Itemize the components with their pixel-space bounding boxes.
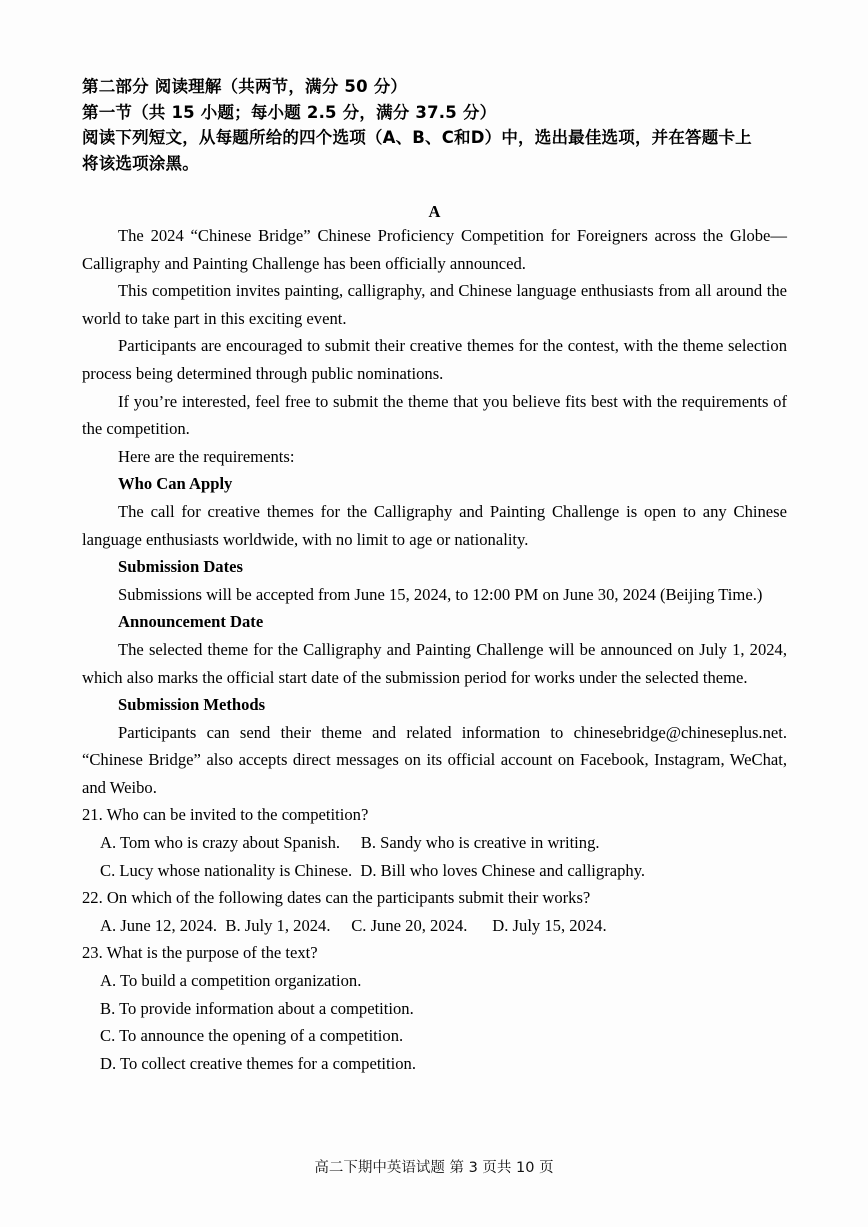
option-row xyxy=(82,829,787,857)
option-row xyxy=(82,995,787,1023)
option-choice[interactable]: C. June 20, 2024. xyxy=(351,915,468,935)
section-heading: 第一节（共 15 小题；每小题 2.5 分，满分 37.5 分） xyxy=(82,102,497,122)
instruction-line-1: 阅读下列短文，从每题所给的四个选项（A、B、C和D）中，选出最佳选项，并在答题卡上 xyxy=(82,128,752,147)
option-choice[interactable]: C. Lucy whose nationality is Chinese. xyxy=(100,860,353,880)
option-choice[interactable]: D. July 15, 2024. xyxy=(492,915,607,935)
option-choice[interactable]: D. To collect creative themes for a competition. xyxy=(100,1053,417,1073)
requirement-body: The call for creative themes for the Calligraphy and Painting Challenge is open to any Chinese language enthusiasts worldwide, with no limit to age or nationality. xyxy=(82,501,787,549)
option-gap xyxy=(467,916,492,935)
question-stem: 22. On which of the following dates can the participants submit their works? xyxy=(82,888,591,908)
passage-letter: A xyxy=(428,202,441,221)
instruction-line-2: 将该选项涂黑。 xyxy=(82,153,199,173)
option-gap xyxy=(330,916,351,935)
option-gap xyxy=(217,916,225,935)
requirement-body: The selected theme for the Calligraphy and Painting Challenge will be announced on July 1, 2024, which also marks the official start date of the submission period for works under the selected theme. xyxy=(82,639,787,687)
page-footer: 高二下期中英语试题 第 3 页共 10 页 xyxy=(314,1160,554,1176)
option-choice[interactable]: B. July 1, 2024. xyxy=(225,915,331,935)
requirement-body: Participants can send their theme and related information to chinesebridge@chineseplus.net. “Chinese Bridge” also accepts direct messages on its official account on Facebook, Instagram, WeChat, and Weibo. xyxy=(82,722,787,797)
requirement-heading: Who Can Apply xyxy=(118,474,233,494)
part-heading: 第二部分 阅读理解（共两节，满分 50 分） xyxy=(82,77,408,96)
option-row xyxy=(82,1050,787,1078)
passage-paragraph: This competition invites painting, calligraphy, and Chinese language enthusiasts from all around the world to take part in this exciting event. xyxy=(82,281,787,328)
option-choice[interactable]: B. To provide information about a competition. xyxy=(100,998,414,1018)
option-choice[interactable]: A. June 12, 2024. xyxy=(100,915,218,935)
option-choice[interactable]: A. To build a competition organization. xyxy=(100,971,362,991)
option-row xyxy=(82,967,787,995)
requirement-body: Submissions will be accepted from June 15, 2024, to 12:00 PM on June 30, 2024 (Beijing Time.) xyxy=(118,584,763,604)
option-choice[interactable]: C. To announce the opening of a competition. xyxy=(100,1026,404,1046)
page-content xyxy=(82,74,787,1077)
option-row xyxy=(82,1022,787,1050)
requirement-heading: Submission Methods xyxy=(118,695,266,715)
passage-paragraph: Participants are encouraged to submit their creative themes for the contest, with the theme selection process being determined through public nominations. xyxy=(82,336,787,383)
question-stem: 21. Who can be invited to the competition? xyxy=(82,805,369,825)
chinese-heading-block xyxy=(82,74,787,176)
option-row xyxy=(82,857,787,885)
question-item xyxy=(82,801,787,884)
option-gap xyxy=(352,861,360,880)
question-item xyxy=(82,884,787,939)
option-choice[interactable]: A. Tom who is crazy about Spanish. xyxy=(100,833,341,853)
passage-paragraph: Here are the requirements: xyxy=(118,446,295,466)
question-stem: 23. What is the purpose of the text? xyxy=(82,943,318,963)
option-row xyxy=(82,912,787,940)
option-choice[interactable]: D. Bill who loves Chinese and calligraphy. xyxy=(360,860,646,880)
passage-paragraph: If you’re interested, feel free to submit the theme that you believe fits best with the requirements of the competition. xyxy=(82,391,787,439)
requirement-heading: Submission Dates xyxy=(118,557,243,577)
option-choice[interactable]: B. Sandy who is creative in writing. xyxy=(360,833,600,853)
requirement-heading: Announcement Date xyxy=(118,612,264,632)
option-gap xyxy=(340,833,361,852)
question-item xyxy=(82,939,787,1077)
passage-paragraph: The 2024 “Chinese Bridge” Chinese Proficiency Competition for Foreigners across the Globe—Calligraphy and Painting Challenge has been officially announced. xyxy=(82,226,787,273)
